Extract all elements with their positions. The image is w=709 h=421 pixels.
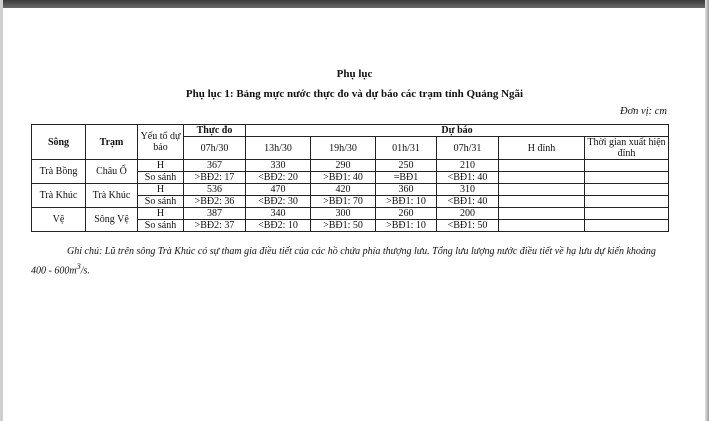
cell-compare: >BĐ1: 50	[311, 220, 376, 232]
cell-song: Vệ	[32, 208, 86, 232]
cell-compare: <BĐ1: 40	[437, 172, 499, 184]
cell-value: 367	[184, 160, 246, 172]
header-yeuto: Yếu tố dự báo	[138, 125, 184, 160]
viewer-scrollbar[interactable]	[705, 0, 709, 421]
cell-value: 536	[184, 184, 246, 196]
cell-empty	[585, 160, 669, 172]
header-thoigian: Thời gian xuất hiện đỉnh	[585, 137, 669, 160]
cell-factor: H	[138, 184, 184, 196]
cell-value: 420	[311, 184, 376, 196]
viewer-left-edge	[0, 0, 3, 421]
cell-compare: <BĐ1: 40	[437, 196, 499, 208]
cell-value: 340	[246, 208, 311, 220]
header-time-0: 07h/30	[184, 137, 246, 160]
cell-value: 360	[376, 184, 437, 196]
cell-empty	[585, 184, 669, 196]
cell-empty	[585, 220, 669, 232]
cell-factor: H	[138, 160, 184, 172]
cell-empty	[585, 172, 669, 184]
footnote-suffix: /s.	[80, 265, 90, 277]
cell-tram: Châu Ổ	[86, 160, 138, 184]
cell-empty	[585, 196, 669, 208]
header-time-3: 01h/31	[376, 137, 437, 160]
cell-compare: <BĐ1: 50	[437, 220, 499, 232]
cell-empty	[499, 184, 585, 196]
header-row-1	[32, 125, 669, 137]
cell-value: 260	[376, 208, 437, 220]
appendix-subtitle: Phụ lục 1: Bảng mực nước thực đo và dự báo các trạm tỉnh Quảng Ngãi	[185, 88, 524, 100]
cell-song: Trà Bồng	[32, 160, 86, 184]
cell-value: 300	[311, 208, 376, 220]
unit-label: Đơn vị: cm	[619, 106, 667, 117]
cell-empty	[499, 208, 585, 220]
table-row	[32, 208, 669, 220]
cell-compare: <BĐ2: 10	[246, 220, 311, 232]
footnote-text: Ghi chú: Lũ trên sông Trà Khúc có sự tham gia điều tiết của các hồ chứa phía thượng lưu. Tổng lưu lượng nước điều tiết về hạ lưu dự kiến khoảng 400 - 600m	[31, 246, 656, 277]
header-thucdo: Thực đo	[184, 125, 246, 137]
cell-compare: <BĐ2: 30	[246, 196, 311, 208]
cell-compare: =BĐ1	[376, 172, 437, 184]
cell-compare: >BĐ1: 10	[376, 220, 437, 232]
table-row	[32, 184, 669, 196]
header-time-4: 07h/31	[437, 137, 499, 160]
viewer-top-bar	[0, 0, 709, 8]
table-row	[32, 160, 669, 172]
cell-compare: >BĐ2: 36	[184, 196, 246, 208]
footnote	[31, 244, 671, 278]
cell-compare: >BĐ1: 70	[311, 196, 376, 208]
cell-value: 330	[246, 160, 311, 172]
cell-value: 210	[437, 160, 499, 172]
header-time-1: 13h/30	[246, 137, 311, 160]
cell-compare: >BĐ1: 40	[311, 172, 376, 184]
cell-empty	[585, 208, 669, 220]
cell-empty	[499, 220, 585, 232]
appendix-heading: Phụ lục	[336, 68, 373, 80]
cell-value: 387	[184, 208, 246, 220]
header-song: Sông	[32, 125, 86, 160]
footnote-superscript: 3	[76, 262, 81, 271]
cell-tram: Sông Vệ	[86, 208, 138, 232]
cell-empty	[499, 196, 585, 208]
cell-factor: So sánh	[138, 172, 184, 184]
header-time-2: 19h/30	[311, 137, 376, 160]
cell-value: 250	[376, 160, 437, 172]
cell-value: 470	[246, 184, 311, 196]
cell-value: 200	[437, 208, 499, 220]
cell-tram: Trà Khúc	[86, 184, 138, 208]
header-tram: Trạm	[86, 125, 138, 160]
cell-compare: >BĐ1: 10	[376, 196, 437, 208]
cell-compare: >BĐ2: 17	[184, 172, 246, 184]
cell-compare: >BĐ2: 37	[184, 220, 246, 232]
cell-factor: So sánh	[138, 196, 184, 208]
header-hdinh: H đỉnh	[499, 137, 585, 160]
cell-factor: H	[138, 208, 184, 220]
cell-compare: <BĐ2: 20	[246, 172, 311, 184]
cell-value: 290	[311, 160, 376, 172]
cell-empty	[499, 160, 585, 172]
water-level-table	[31, 124, 669, 232]
cell-value: 310	[437, 184, 499, 196]
header-dubao: Dự báo	[246, 125, 669, 137]
cell-song: Trà Khúc	[32, 184, 86, 208]
cell-empty	[499, 172, 585, 184]
cell-factor: So sánh	[138, 220, 184, 232]
